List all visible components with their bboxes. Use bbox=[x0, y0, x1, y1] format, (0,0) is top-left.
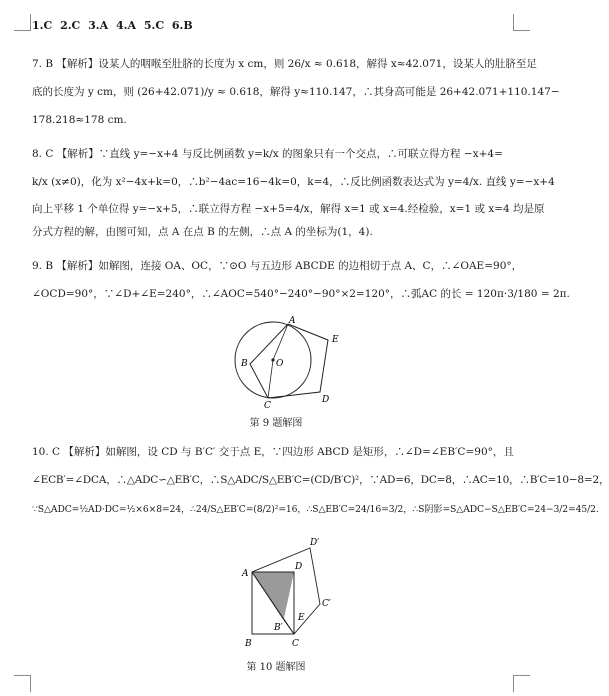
q7-line-2: 底的长度为 y cm，则 (26+42.071)/y ≈ 0.618，解得 y≈110.147，∴其身高可能是 26+42.071+110.147− bbox=[32, 86, 560, 98]
q9-line-2: ∠OCD=90°，∵∠D+∠E=240°，∴∠AOC=540°−240°−90°×2=120°，∴弧AC 的长 = 120π·3/180 = 2π. bbox=[32, 288, 570, 300]
q9-pentagon bbox=[250, 324, 328, 398]
q10-line-1: 10. C 【解析】如解图，设 CD 与 B′C′ 交于点 E，∵四边形 ABCD 是矩形，∴∠D=∠EB′C=90°，且 bbox=[32, 446, 514, 458]
q8-line-3: 向上平移 1 个单位得 y=−x+5，∴联立得方程 −x+5=4/x，解得 x=1 或 x=4.经检验，x=1 或 x=4 均是原 bbox=[32, 203, 545, 215]
q9-label-e: E bbox=[332, 335, 339, 345]
q10-label-d: D bbox=[295, 562, 303, 572]
q7-line-3: 178.218≈178 cm. bbox=[32, 114, 127, 126]
q10-label-b: B bbox=[245, 639, 252, 649]
crop-mark-top-left bbox=[14, 14, 31, 31]
q8-line-1: 8. C 【解析】∵直线 y=−x+4 与反比例函数 y=k/x 的图象只有一个交点，∴可联立得方程 −x+4= bbox=[32, 148, 503, 160]
q10-label-d-prime: D′ bbox=[310, 538, 320, 548]
q10-caption: 第 10 题解图 bbox=[246, 662, 306, 673]
q8-line-2: k/x (x≠0)，化为 x²−4x+k=0，∴b²−4ac=16−4k=0，k=4，∴反比例函数表达式为 y=4/x. 直线 y=−x+4 bbox=[32, 176, 555, 188]
crop-mark-bottom-left bbox=[14, 675, 31, 692]
q9-label-b: B bbox=[241, 359, 248, 369]
q10-label-c: C bbox=[292, 639, 299, 649]
q8-line-4: 分式方程的解，由图可知，点 A 在点 B 的左侧，∴点 A 的坐标为(1，4). bbox=[32, 226, 373, 238]
q10-line-2: ∠ECB′=∠DCA，∴△ADC∽△EB′C，∴S△ADC/S△EB′C=(CD/B′C)²，∵AD=6，DC=8，∴AC=10，∴B′C=10−8=2， bbox=[32, 474, 609, 486]
q9-label-o: O bbox=[276, 359, 284, 369]
q9-center-point bbox=[271, 358, 274, 361]
q10-shaded-region bbox=[252, 572, 294, 618]
q10-label-a: A bbox=[242, 569, 249, 579]
q9-segment-oc bbox=[268, 360, 273, 398]
answers-1-6: 1.C 2.C 3.A 4.A 5.C 6.B bbox=[32, 19, 193, 32]
q10-figure bbox=[232, 536, 342, 652]
q9-line-1: 9. B 【解析】如解图，连接 OA、OC，∵⊙O 与五边形 ABCDE 的边相切于点 A、C，∴∠OAE=90°， bbox=[32, 260, 523, 272]
q9-label-a: A bbox=[289, 316, 296, 326]
q9-caption: 第 9 题解图 bbox=[249, 418, 303, 429]
q9-figure bbox=[228, 314, 358, 410]
q10-label-b-prime: B′ bbox=[274, 623, 283, 633]
q9-label-d: D bbox=[322, 395, 330, 405]
q10-label-e: E bbox=[298, 613, 305, 623]
crop-mark-bottom-right bbox=[513, 675, 530, 692]
q9-label-c: C bbox=[264, 401, 271, 411]
q9-segment-oa bbox=[273, 324, 288, 360]
q10-line-3: ∵S△ADC=½AD·DC=½×6×8=24，∴24/S△EB′C=(8/2)²=16，∴S△EB′C=24/16=3/2，∴S阴影=S△ADC−S△EB′C=24−3/2=45/2. bbox=[32, 504, 599, 515]
q7-line-1: 7. B 【解析】设某人的咽喉至肚脐的长度为 x cm，则 26/x ≈ 0.618，解得 x≈42.071，设某人的肚脐至足 bbox=[32, 58, 537, 70]
q10-label-c-prime: C′ bbox=[322, 599, 331, 609]
